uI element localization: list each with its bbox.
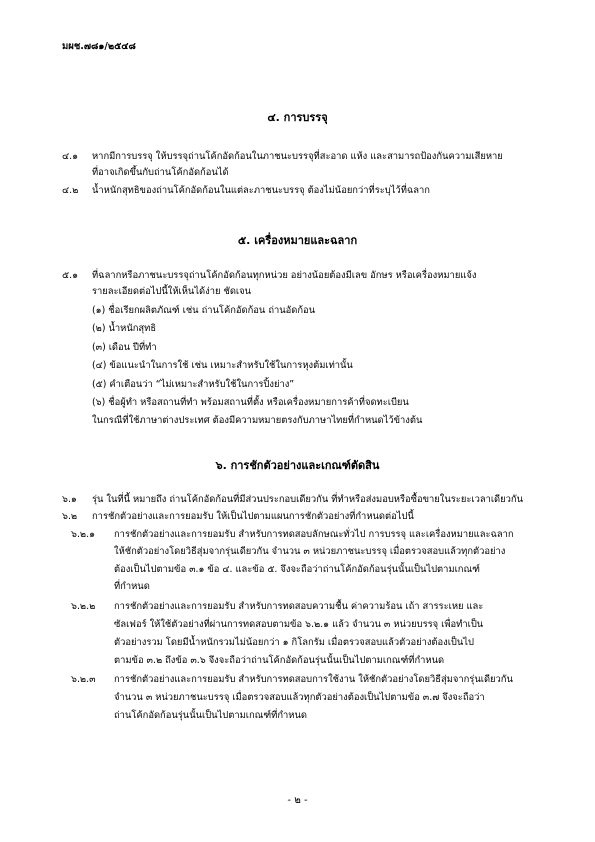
label-item-5: (๕) คำเตือนว่า “ไม่เหมาะสำหรับใช้ในการปิ้งย่าง” bbox=[92, 379, 295, 390]
item-5-1-number: ๕.๑ bbox=[62, 270, 79, 281]
item-6-2-2-line-2: ซัลเฟอร์ ให้ใช้ตัวอย่างที่ผ่านการทดสอบตามข้อ ๖.๒.๑ แล้ว จำนวน ๓ หน่วยบรรจุ เพื่อทำเป็น bbox=[114, 619, 484, 630]
item-6-2-1-line-2: ให้ชักตัวอย่างโดยวิธีสุ่มจากรุ่นเดียวกัน จำนวน ๓ หน่วยภาชนะบรรจุ เมื่อตรวจสอบแล้วทุกตัวอย่าง bbox=[114, 546, 506, 557]
label-item-3: (๓) เดือน ปีที่ทำ bbox=[92, 342, 157, 353]
item-6-2-2-line-3: ตัวอย่างรวม โดยมีน้ำหนักรวมไม่น้อยกว่า ๑ กิโลกรัม เมื่อตรวจสอบแล้วตัวอย่างต้องเป็นไป bbox=[114, 637, 474, 648]
item-4-1-line-2: ที่อาจเกิดขึ้นกับถ่านโค้กอัดก้อนได้ bbox=[92, 167, 229, 178]
section-5-heading: ๕. เครื่องหมายและฉลาก bbox=[237, 234, 358, 247]
item-6-1-line-1: รุ่น ในที่นี้ หมายถึง ถ่านโค้กอัดก้อนที่มีส่วนประกอบเดียวกัน ที่ทำหรือส่งมอบหรือซื้อขายในระยะเวลาเดียวกัน bbox=[92, 494, 523, 505]
section-6-heading: ๖. การชักตัวอย่างและเกณฑ์ตัดสิน bbox=[215, 459, 380, 472]
label-item-1: (๑) ชื่อเรียกผลิตภัณฑ์ เช่น ถ่านโค้กอัดก้อน ถ่านอัดก้อน bbox=[92, 305, 316, 316]
item-6-2-2-line-1: การชักตัวอย่างและการยอมรับ สำหรับการทดสอบความชื้น ค่าความร้อน เถ้า สารระเหย และ bbox=[114, 601, 484, 612]
item-6-2-3-number: ๖.๒.๓ bbox=[71, 674, 96, 685]
item-6-2-1-line-1: การชักตัวอย่างและการยอมรับ สำหรับการทดสอบลักษณะทั่วไป การบรรจุ และเครื่องหมายและฉลาก bbox=[114, 529, 514, 540]
item-6-1-number: ๖.๑ bbox=[62, 494, 77, 505]
item-6-2-3-line-2: จำนวน ๓ หน่วยภาชนะบรรจุ เมื่อตรวจสอบแล้วทุกตัวอย่างต้องเป็นไปตามข้อ ๓.๗ จึงจะถือว่า bbox=[114, 692, 485, 703]
item-6-2-1-line-3: ต้องเป็นไปตามข้อ ๓.๑ ข้อ ๔. และข้อ ๕. จึงจะถือว่าถ่านโค้กอัดก้อนรุ่นนั้นเป็นไปตามเกณฑ์ bbox=[114, 564, 480, 575]
label-language-note: ในกรณีที่ใช้ภาษาต่างประเทศ ต้องมีความหมายตรงกับภาษาไทยที่กำหนดไว้ข้างต้น bbox=[92, 415, 423, 426]
page-number: - ๒ - bbox=[287, 795, 308, 806]
item-6-2-2-number: ๖.๒.๒ bbox=[71, 601, 96, 612]
item-6-2-3-line-1: การชักตัวอย่างและการยอมรับ สำหรับการทดสอบการใช้งาน ให้ชักตัวอย่างโดยวิธีสุ่มจากรุ่นเดียวกัน bbox=[114, 674, 513, 685]
item-4-2-number: ๔.๒ bbox=[62, 185, 79, 196]
section-4-heading: ๔. การบรรจุ bbox=[267, 111, 328, 124]
document-code: มผช.๗๘๑/๒๕๔๘ bbox=[62, 41, 136, 52]
item-5-1-line-1: ที่ฉลากหรือภาชนะบรรจุถ่านโค้กอัดก้อนทุกหน่วย อย่างน้อยต้องมีเลข อักษร หรือเครื่องหมายแจ้ง bbox=[92, 270, 477, 281]
item-4-1-line-1: หากมีการบรรจุ ให้บรรจุถ่านโค้กอัดก้อนในภาชนะบรรจุที่สะอาด แห้ง และสามารถป้องกันความเสียหาย bbox=[92, 151, 503, 162]
item-6-2-number: ๖.๒ bbox=[62, 511, 78, 522]
item-6-2-line-1: การชักตัวอย่างและการยอมรับ ให้เป็นไปตามแผนการชักตัวอย่างที่กำหนดต่อไปนี้ bbox=[92, 511, 414, 522]
label-item-2: (๒) น้ำหนักสุทธิ bbox=[92, 323, 157, 334]
item-6-2-1-number: ๖.๒.๑ bbox=[71, 529, 96, 540]
item-4-1-number: ๔.๑ bbox=[62, 151, 79, 162]
item-4-2-line-1: น้ำหนักสุทธิของถ่านโค้กอัดก้อนในแต่ละภาชนะบรรจุ ต้องไม่น้อยกว่าที่ระบุไว้ที่ฉลาก bbox=[92, 185, 430, 196]
label-item-4: (๔) ข้อแนะนำในการใช้ เช่น เหมาะสำหรับใช้ในการหุงต้มเท่านั้น bbox=[92, 360, 353, 371]
item-6-2-1-line-4: ที่กำหนด bbox=[114, 581, 150, 592]
item-5-1-line-2: รายละเอียดต่อไปนี้ให้เห็นได้ง่าย ชัดเจน bbox=[92, 286, 252, 297]
item-6-2-2-line-4: ตามข้อ ๓.๒ ถึงข้อ ๓.๖ จึงจะถือว่าถ่านโค้กอัดก้อนรุ่นนั้นเป็นไปตามเกณฑ์ที่กำหนด bbox=[114, 655, 445, 666]
item-6-2-3-line-3: ถ่านโค้กอัดก้อนรุ่นนั้นเป็นไปตามเกณฑ์ที่กำหนด bbox=[114, 710, 307, 721]
label-item-6: (๖) ชื่อผู้ทำ หรือสถานที่ทำ พร้อมสถานที่ตั้ง หรือเครื่องหมายการค้าที่จดทะเบียน bbox=[92, 397, 409, 408]
